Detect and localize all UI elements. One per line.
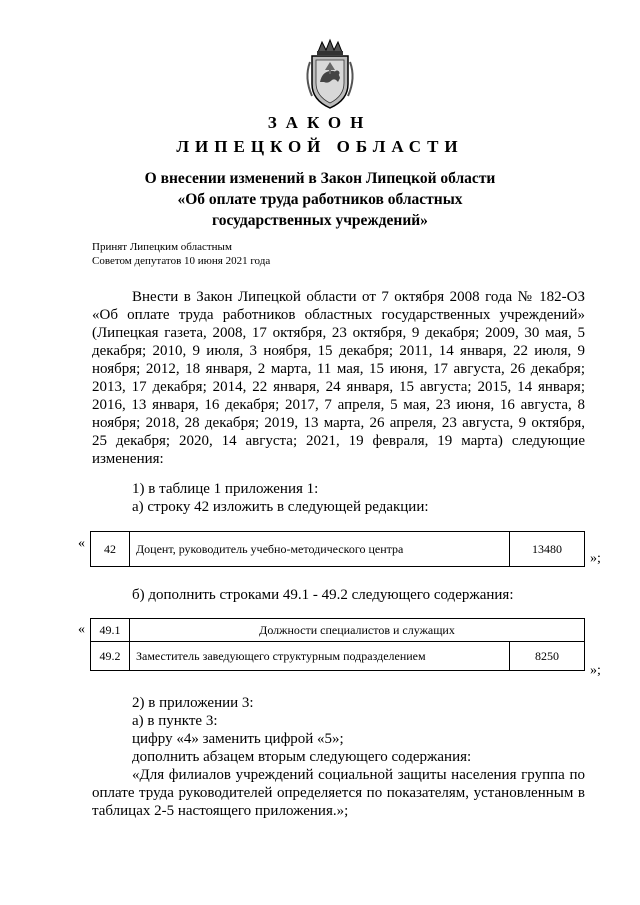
adoption-note	[92, 240, 270, 268]
table-row-42	[90, 531, 585, 567]
item-2-label: 2) в приложении 3:	[132, 695, 254, 711]
table-rows-49	[90, 618, 585, 671]
item-1-sub-b: б) дополнить строками 49.1 - 49.2 следующего содержания:	[132, 587, 514, 603]
table2-open-quote: «	[78, 622, 85, 637]
coat-of-arms-emblem	[302, 38, 358, 110]
adoption-line-2: Советом депутатов 10 июня 2021 года	[92, 255, 271, 267]
table1-open-quote: «	[78, 536, 85, 551]
adoption-line-1: Принят Липецким областным	[92, 241, 232, 253]
item-2-sub-a: а) в пункте 3:	[132, 713, 218, 729]
law-subject	[60, 168, 580, 231]
position-name: Доцент, руководитель учебно-методического центра	[130, 532, 510, 567]
salary-value: 13480	[510, 532, 585, 567]
intro-paragraph	[92, 288, 585, 468]
row-number: 49.1	[91, 619, 130, 642]
table-row	[91, 642, 585, 671]
subject-line-3: государственных учреждений»	[212, 212, 428, 229]
salary-value: 8250	[510, 642, 585, 671]
law-region: ЛИПЕЦКОЙ ОБЛАСТИ	[176, 137, 464, 156]
position-name: Заместитель заведующего структурным подразделением	[130, 642, 510, 671]
intro-text: Внести в Закон Липецкой области от 7 октября 2008 года № 182-ОЗ «Об оплате труда работников областных государственных учреждений» (Липецкая газета, 2008, 17 октября, 23 октября, 9 декабря; 2009, 30 мая, 5 декабря; 2010, 9 июля, 3 ноября, 15 декабря; 2011, 14 января, 22 июля, 9 ноября; 2012, 18 января, 2 марта, 11 мая, 15 июня, 17 августа, 26 декабря; 2013, 17 декабря; 2014, 22 января, 24 января, 15 августа; 2015, 14 января; 2016, 13 января, 16 декабря; 2017, 7 апреля, 5 мая, 23 июня, 16 августа, 8 ноября; 2018, 28 декабря; 2019, 13 марта, 26 апреля, 23 августа, 9 октября, 25 декабря; 2020, 14 августа; 2021, 19 февраля, 19 марта) следующие изменения:	[92, 289, 585, 467]
row-number: 49.2	[91, 642, 130, 671]
table2-close-quote: »;	[590, 663, 601, 678]
item-1-sub-a: а) строку 42 изложить в следующей редакции:	[132, 499, 429, 515]
row-number: 42	[91, 532, 130, 567]
item-2-replace: цифру «4» заменить цифрой «5»;	[132, 731, 344, 747]
item-2-add-paragraph: дополнить абзацем вторым следующего содержания:	[132, 749, 472, 765]
law-title: ЗАКОН	[267, 113, 373, 132]
item-2-quote	[92, 766, 585, 820]
subject-line-2: «Об оплате труда работников областных	[177, 191, 463, 208]
subject-line-1: О внесении изменений в Закон Липецкой области	[144, 170, 496, 187]
table1-close-quote: »;	[590, 551, 601, 566]
table-row	[91, 532, 585, 567]
quote-text: «Для филиалов учреждений социальной защиты населения группа по оплате труда руководителей определяется по показателям, установленным в таблицах 2-5 настоящего приложения.»;	[92, 767, 585, 819]
table-row	[91, 619, 585, 642]
category-heading: Должности специалистов и служащих	[130, 619, 585, 642]
item-1-label: 1) в таблице 1 приложения 1:	[132, 481, 319, 497]
